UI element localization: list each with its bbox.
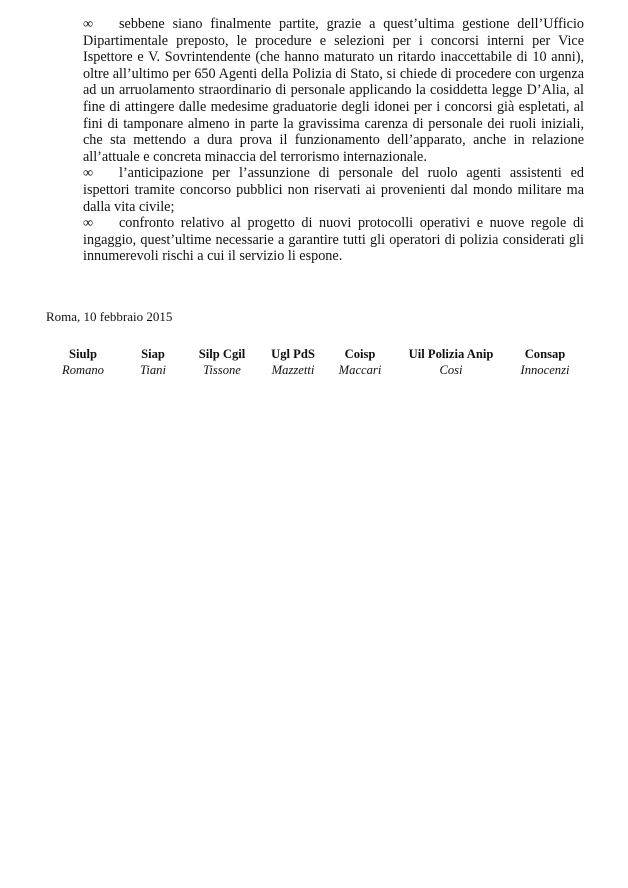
infinity-bullet-icon: ∞ bbox=[83, 16, 94, 32]
body-text bbox=[83, 16, 584, 265]
signatory-name: Mazzetti bbox=[271, 363, 315, 377]
union-name: Siulp bbox=[68, 347, 97, 361]
paragraph-text: sebbene siano finalmente partite, grazie a quest’ultima gestione dell’Ufficio Dipartimentale preposto, le procedure e selezioni per i concorsi interni per Vice Ispettore e V. Sovrintendente (che hanno maturato un ritardo inaccettabile di 10 anni), oltre all’ultimo per 650 Agenti della Polizia di Stato, si chiede di procedere con urgenza ad un arruolamento straordinario di personale applicando la cosiddetta legge D’Alia, al fine di attingere dalle medesime graduatorie degli idonei per i concorsi già espletati, al fini di tamponare almeno in parte la gravissima carenza di personale dei ruoli iniziali, che sta mettendo a dura prova il funzionamento dell’apparato, anche in relazione all’attuale e concreta minaccia del terrorismo internazionale. bbox=[83, 16, 584, 165]
signatory-name: Maccari bbox=[338, 363, 382, 377]
paragraph-text: confronto relativo al progetto di nuovi protocolli operativi e nuove regole di ingaggio, quest’ultime necessarie a garantire tutti gli operatori di polizia considerati gli innumerevoli rischi a cui il servizio li espone. bbox=[83, 215, 584, 265]
paragraph-text: l’anticipazione per l’assunzione di personale del ruolo agenti assistenti ed ispettori tramite concorso pubblici non riservati ai provenienti dal mondo militare ma dalla vita civile; bbox=[83, 165, 584, 215]
signatory-coisp bbox=[336, 346, 384, 378]
bullet-paragraph-3 bbox=[83, 215, 584, 265]
signatory-consap bbox=[516, 346, 574, 378]
signatory-siap bbox=[133, 346, 173, 378]
infinity-bullet-icon: ∞ bbox=[83, 165, 94, 182]
union-name: Uil Polizia Anip bbox=[408, 347, 494, 361]
union-name: Siap bbox=[141, 347, 165, 361]
signatory-name: Innocenzi bbox=[520, 363, 570, 377]
union-name: Silp Cgil bbox=[198, 347, 246, 361]
union-name: Consap bbox=[524, 347, 566, 361]
signatory-silp-cgil bbox=[195, 346, 249, 378]
signatory-ugl-pds bbox=[268, 346, 318, 378]
union-name: Coisp bbox=[344, 347, 376, 361]
signatory-name: Cosi bbox=[439, 363, 463, 377]
date-line: Roma, 10 febbraio 2015 bbox=[46, 309, 173, 324]
signatory-name: Tiani bbox=[140, 363, 166, 377]
signatory-uil-polizia-anip bbox=[404, 346, 498, 378]
bullet-paragraph-2 bbox=[83, 165, 584, 215]
union-name: Ugl PdS bbox=[271, 347, 315, 361]
infinity-bullet-icon: ∞ bbox=[83, 215, 94, 232]
signatory-name: Tissone bbox=[203, 363, 241, 377]
signatory-siulp bbox=[62, 346, 104, 378]
bullet-paragraph-1 bbox=[83, 16, 584, 165]
signatory-name: Romano bbox=[62, 363, 104, 377]
